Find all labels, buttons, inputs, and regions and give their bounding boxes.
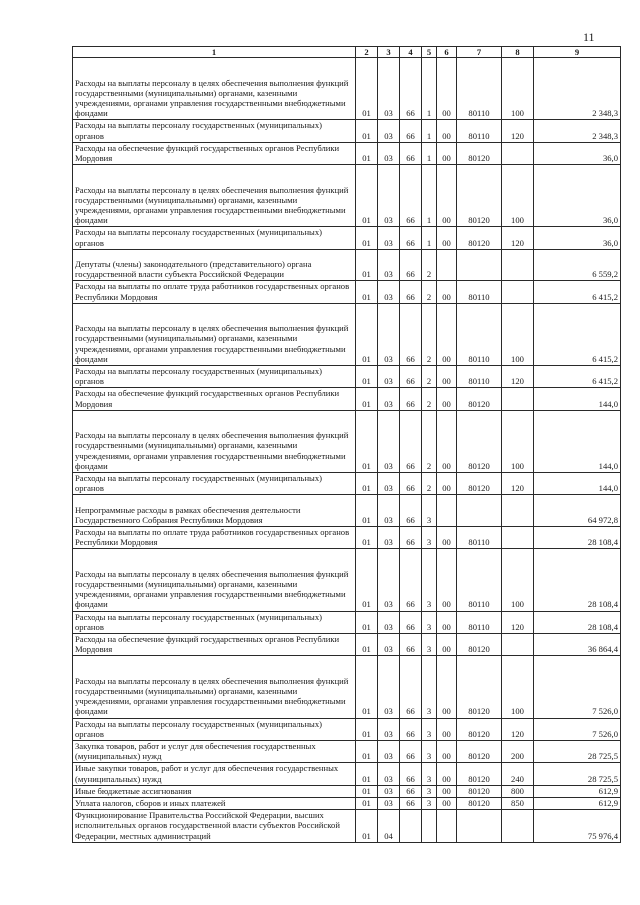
row-code-c4: 66 xyxy=(400,798,422,810)
header-row xyxy=(73,47,621,58)
row-code-c5: 3 xyxy=(422,718,437,740)
row-code-c7: 80120 xyxy=(457,633,502,655)
row-code-c3: 03 xyxy=(378,303,400,365)
row-name: Расходы на обеспечение функций государственных органов Республики Мордовия xyxy=(73,142,356,164)
table-row xyxy=(73,142,621,164)
row-amount: 28 108,4 xyxy=(534,611,621,633)
row-code-c4: 66 xyxy=(400,165,422,227)
row-code-c8: 120 xyxy=(502,120,534,142)
table-row xyxy=(73,611,621,633)
row-code-c8: 100 xyxy=(502,58,534,120)
row-code-c7 xyxy=(457,495,502,527)
row-name: Расходы на выплаты персоналу в целях обеспечения выполнения функций государственными (муниципальными) органами, казенными учреждениями, органами управления государственными внебюджетными фондами xyxy=(73,165,356,227)
row-code-c3: 03 xyxy=(378,495,400,527)
row-code-c2: 01 xyxy=(356,58,378,120)
row-name: Иные бюджетные ассигнования xyxy=(73,785,356,797)
row-code-c7: 80120 xyxy=(457,388,502,410)
row-amount: 144,0 xyxy=(534,388,621,410)
row-amount: 28 725,5 xyxy=(534,763,621,785)
row-code-c6: 00 xyxy=(437,120,457,142)
row-code-c6: 00 xyxy=(437,718,457,740)
row-code-c5: 3 xyxy=(422,549,437,611)
row-amount: 36,0 xyxy=(534,227,621,249)
row-code-c3: 04 xyxy=(378,810,400,843)
row-amount: 28 108,4 xyxy=(534,549,621,611)
table-row xyxy=(73,785,621,797)
row-code-c6: 00 xyxy=(437,410,457,472)
row-code-c8 xyxy=(502,495,534,527)
row-code-c2: 01 xyxy=(356,798,378,810)
row-code-c8 xyxy=(502,281,534,303)
row-code-c8: 200 xyxy=(502,740,534,762)
row-code-c2: 01 xyxy=(356,810,378,843)
page-number: 11 xyxy=(583,30,595,44)
row-code-c2: 01 xyxy=(356,718,378,740)
row-code-c3: 03 xyxy=(378,611,400,633)
row-code-c5: 3 xyxy=(422,740,437,762)
row-code-c2: 01 xyxy=(356,785,378,797)
row-amount: 144,0 xyxy=(534,410,621,472)
row-code-c2: 01 xyxy=(356,740,378,762)
row-name: Расходы на выплаты по оплате труда работников государственных органов Республики Мордовия xyxy=(73,526,356,548)
row-code-c2: 01 xyxy=(356,410,378,472)
row-code-c5: 1 xyxy=(422,165,437,227)
row-code-c3: 03 xyxy=(378,227,400,249)
row-code-c7: 80110 xyxy=(457,120,502,142)
column-header-3: 3 xyxy=(378,47,400,58)
row-code-c3: 03 xyxy=(378,120,400,142)
row-code-c6: 00 xyxy=(437,611,457,633)
table-row xyxy=(73,763,621,785)
row-code-c6: 00 xyxy=(437,388,457,410)
row-code-c4: 66 xyxy=(400,495,422,527)
row-code-c5: 1 xyxy=(422,227,437,249)
row-code-c2: 01 xyxy=(356,303,378,365)
row-code-c6: 00 xyxy=(437,303,457,365)
row-code-c7: 80120 xyxy=(457,227,502,249)
row-code-c5: 2 xyxy=(422,281,437,303)
row-name: Непрограммные расходы в рамках обеспечения деятельности Государственного Собрания Республики Мордовия xyxy=(73,495,356,527)
row-name: Расходы на выплаты персоналу государственных (муниципальных) органов xyxy=(73,227,356,249)
row-code-c6: 00 xyxy=(437,798,457,810)
row-code-c8 xyxy=(502,810,534,843)
row-code-c8 xyxy=(502,249,534,281)
row-code-c2: 01 xyxy=(356,249,378,281)
row-code-c5: 2 xyxy=(422,410,437,472)
row-amount: 6 415,2 xyxy=(534,365,621,387)
row-code-c6: 00 xyxy=(437,763,457,785)
row-code-c8: 120 xyxy=(502,718,534,740)
row-code-c5: 1 xyxy=(422,120,437,142)
row-code-c7: 80120 xyxy=(457,798,502,810)
row-code-c2: 01 xyxy=(356,120,378,142)
row-code-c3: 03 xyxy=(378,740,400,762)
row-code-c3: 03 xyxy=(378,58,400,120)
row-code-c4: 66 xyxy=(400,388,422,410)
row-code-c2: 01 xyxy=(356,165,378,227)
row-code-c4 xyxy=(400,810,422,843)
row-code-c7: 80120 xyxy=(457,740,502,762)
table-row xyxy=(73,740,621,762)
row-code-c2: 01 xyxy=(356,495,378,527)
row-code-c8: 120 xyxy=(502,365,534,387)
column-header-8: 8 xyxy=(502,47,534,58)
row-code-c6: 00 xyxy=(437,227,457,249)
row-name: Расходы на выплаты персоналу государственных (муниципальных) органов xyxy=(73,365,356,387)
row-code-c5: 1 xyxy=(422,58,437,120)
row-code-c4: 66 xyxy=(400,656,422,718)
row-code-c3: 03 xyxy=(378,249,400,281)
row-code-c5: 3 xyxy=(422,763,437,785)
row-code-c7: 80120 xyxy=(457,472,502,494)
row-code-c4: 66 xyxy=(400,365,422,387)
row-code-c8: 800 xyxy=(502,785,534,797)
row-code-c2: 01 xyxy=(356,142,378,164)
row-amount: 6 415,2 xyxy=(534,281,621,303)
row-code-c8: 850 xyxy=(502,798,534,810)
table-row xyxy=(73,120,621,142)
row-name: Расходы на выплаты персоналу государственных (муниципальных) органов xyxy=(73,611,356,633)
row-code-c8 xyxy=(502,526,534,548)
row-code-c5: 2 xyxy=(422,365,437,387)
row-code-c7: 80110 xyxy=(457,365,502,387)
table-row xyxy=(73,227,621,249)
table-row xyxy=(73,281,621,303)
column-header-7: 7 xyxy=(457,47,502,58)
row-code-c3: 03 xyxy=(378,763,400,785)
row-code-c5: 3 xyxy=(422,798,437,810)
row-amount: 36 864,4 xyxy=(534,633,621,655)
row-code-c3: 03 xyxy=(378,526,400,548)
table-header xyxy=(73,47,621,58)
row-code-c8: 120 xyxy=(502,611,534,633)
row-code-c8: 120 xyxy=(502,227,534,249)
table-row xyxy=(73,798,621,810)
row-amount: 64 972,8 xyxy=(534,495,621,527)
row-code-c4: 66 xyxy=(400,763,422,785)
row-code-c5: 1 xyxy=(422,142,437,164)
table-row xyxy=(73,388,621,410)
row-code-c7: 80120 xyxy=(457,165,502,227)
row-amount: 6 415,2 xyxy=(534,303,621,365)
column-header-4: 4 xyxy=(400,47,422,58)
row-name: Расходы на выплаты персоналу в целях обеспечения выполнения функций государственными (муниципальными) органами, казенными учреждениями, органами управления государственными внебюджетными фондами xyxy=(73,549,356,611)
row-code-c7: 80120 xyxy=(457,763,502,785)
row-code-c6: 00 xyxy=(437,526,457,548)
row-code-c6: 00 xyxy=(437,142,457,164)
row-code-c8: 120 xyxy=(502,472,534,494)
row-code-c7: 80110 xyxy=(457,611,502,633)
row-amount: 75 976,4 xyxy=(534,810,621,843)
row-code-c6 xyxy=(437,810,457,843)
row-code-c7: 80110 xyxy=(457,549,502,611)
row-name: Функционирование Правительства Российской Федерации, высших исполнительных органов государственной власти субъектов Российской Федерации, местных администраций xyxy=(73,810,356,843)
row-code-c7 xyxy=(457,249,502,281)
row-code-c4: 66 xyxy=(400,611,422,633)
row-code-c2: 01 xyxy=(356,388,378,410)
row-code-c4: 66 xyxy=(400,633,422,655)
row-code-c4: 66 xyxy=(400,142,422,164)
row-code-c5: 2 xyxy=(422,472,437,494)
table-row xyxy=(73,810,621,843)
row-code-c8: 100 xyxy=(502,410,534,472)
row-code-c2: 01 xyxy=(356,549,378,611)
column-header-2: 2 xyxy=(356,47,378,58)
row-code-c4: 66 xyxy=(400,740,422,762)
row-amount: 7 526,0 xyxy=(534,656,621,718)
row-code-c2: 01 xyxy=(356,227,378,249)
table-row xyxy=(73,656,621,718)
row-code-c7: 80110 xyxy=(457,281,502,303)
row-code-c7: 80120 xyxy=(457,718,502,740)
row-code-c2: 01 xyxy=(356,611,378,633)
row-code-c8: 240 xyxy=(502,763,534,785)
row-code-c4: 66 xyxy=(400,718,422,740)
row-code-c2: 01 xyxy=(356,281,378,303)
row-code-c3: 03 xyxy=(378,281,400,303)
row-name: Расходы на выплаты персоналу государственных (муниципальных) органов xyxy=(73,472,356,494)
row-name: Закупка товаров, работ и услуг для обеспечения государственных (муниципальных) нужд xyxy=(73,740,356,762)
row-code-c6: 00 xyxy=(437,633,457,655)
row-code-c3: 03 xyxy=(378,472,400,494)
row-code-c2: 01 xyxy=(356,633,378,655)
row-code-c8 xyxy=(502,633,534,655)
row-code-c2: 01 xyxy=(356,763,378,785)
budget-table xyxy=(72,46,621,843)
table-row xyxy=(73,303,621,365)
row-code-c5: 2 xyxy=(422,388,437,410)
row-code-c5: 3 xyxy=(422,526,437,548)
row-amount: 7 526,0 xyxy=(534,718,621,740)
row-name: Расходы на выплаты по оплате труда работников государственных органов Республики Мордовия xyxy=(73,281,356,303)
table-row xyxy=(73,633,621,655)
row-code-c4: 66 xyxy=(400,472,422,494)
row-code-c6: 00 xyxy=(437,472,457,494)
row-code-c6 xyxy=(437,495,457,527)
column-header-9: 9 xyxy=(534,47,621,58)
row-code-c4: 66 xyxy=(400,526,422,548)
row-code-c3: 03 xyxy=(378,410,400,472)
row-code-c6 xyxy=(437,249,457,281)
table-row xyxy=(73,718,621,740)
row-code-c6: 00 xyxy=(437,785,457,797)
row-amount: 2 348,3 xyxy=(534,58,621,120)
row-amount: 144,0 xyxy=(534,472,621,494)
row-code-c7: 80110 xyxy=(457,303,502,365)
row-amount: 36,0 xyxy=(534,165,621,227)
table-row xyxy=(73,365,621,387)
row-code-c7: 80110 xyxy=(457,58,502,120)
row-code-c5: 3 xyxy=(422,785,437,797)
row-amount: 28 108,4 xyxy=(534,526,621,548)
row-code-c5: 3 xyxy=(422,495,437,527)
row-code-c6: 00 xyxy=(437,740,457,762)
row-name: Расходы на выплаты персоналу в целях обеспечения выполнения функций государственными (муниципальными) органами, казенными учреждениями, органами управления государственными внебюджетными фондами xyxy=(73,303,356,365)
row-code-c4: 66 xyxy=(400,785,422,797)
row-code-c6: 00 xyxy=(437,365,457,387)
row-code-c5 xyxy=(422,810,437,843)
row-code-c3: 03 xyxy=(378,656,400,718)
row-code-c6: 00 xyxy=(437,281,457,303)
row-name: Расходы на выплаты персоналу в целях обеспечения выполнения функций государственными (муниципальными) органами, казенными учреждениями, органами управления государственными внебюджетными фондами xyxy=(73,410,356,472)
row-code-c3: 03 xyxy=(378,798,400,810)
table-row xyxy=(73,165,621,227)
table-row xyxy=(73,58,621,120)
row-code-c5: 3 xyxy=(422,656,437,718)
table-row xyxy=(73,526,621,548)
row-amount: 612,9 xyxy=(534,798,621,810)
row-name: Расходы на выплаты персоналу в целях обеспечения выполнения функций государственными (муниципальными) органами, казенными учреждениями, органами управления государственными внебюджетными фондами xyxy=(73,58,356,120)
row-amount: 612,9 xyxy=(534,785,621,797)
row-name: Расходы на обеспечение функций государственных органов Республики Мордовия xyxy=(73,388,356,410)
row-code-c4: 66 xyxy=(400,120,422,142)
row-code-c8: 100 xyxy=(502,656,534,718)
table-row xyxy=(73,410,621,472)
row-code-c3: 03 xyxy=(378,142,400,164)
row-name: Расходы на обеспечение функций государственных органов Республики Мордовия xyxy=(73,633,356,655)
row-code-c8 xyxy=(502,142,534,164)
row-code-c7: 80120 xyxy=(457,785,502,797)
row-code-c4: 66 xyxy=(400,227,422,249)
row-code-c6: 00 xyxy=(437,165,457,227)
table-row xyxy=(73,549,621,611)
row-code-c5: 2 xyxy=(422,303,437,365)
table-row xyxy=(73,249,621,281)
row-code-c4: 66 xyxy=(400,303,422,365)
row-amount: 28 725,5 xyxy=(534,740,621,762)
row-code-c5: 3 xyxy=(422,633,437,655)
table-row xyxy=(73,472,621,494)
row-code-c4: 66 xyxy=(400,281,422,303)
row-code-c7: 80110 xyxy=(457,526,502,548)
row-code-c7: 80120 xyxy=(457,410,502,472)
row-code-c6: 00 xyxy=(437,549,457,611)
row-amount: 6 559,2 xyxy=(534,249,621,281)
row-name: Расходы на выплаты персоналу в целях обеспечения выполнения функций государственными (муниципальными) органами, казенными учреждениями, органами управления государственными внебюджетными фондами xyxy=(73,656,356,718)
row-code-c2: 01 xyxy=(356,526,378,548)
row-code-c4: 66 xyxy=(400,549,422,611)
row-code-c8: 100 xyxy=(502,303,534,365)
row-code-c5: 2 xyxy=(422,249,437,281)
row-code-c7 xyxy=(457,810,502,843)
row-code-c8: 100 xyxy=(502,165,534,227)
row-code-c3: 03 xyxy=(378,785,400,797)
row-name: Иные закупки товаров, работ и услуг для обеспечения государственных (муниципальных) нужд xyxy=(73,763,356,785)
row-code-c4: 66 xyxy=(400,58,422,120)
row-code-c2: 01 xyxy=(356,656,378,718)
row-name: Расходы на выплаты персоналу государственных (муниципальных) органов xyxy=(73,120,356,142)
row-name: Уплата налогов, сборов и иных платежей xyxy=(73,798,356,810)
row-code-c6: 00 xyxy=(437,656,457,718)
row-code-c3: 03 xyxy=(378,633,400,655)
row-code-c4: 66 xyxy=(400,249,422,281)
row-code-c2: 01 xyxy=(356,365,378,387)
row-name: Депутаты (члены) законодательного (представительного) органа государственной власти субъекта Российской Федерации xyxy=(73,249,356,281)
row-code-c3: 03 xyxy=(378,718,400,740)
row-code-c8: 100 xyxy=(502,549,534,611)
row-code-c3: 03 xyxy=(378,388,400,410)
column-header-5: 5 xyxy=(422,47,437,58)
row-code-c7: 80120 xyxy=(457,142,502,164)
row-amount: 36,0 xyxy=(534,142,621,164)
row-code-c3: 03 xyxy=(378,165,400,227)
column-header-1: 1 xyxy=(73,47,356,58)
column-header-6: 6 xyxy=(437,47,457,58)
row-code-c4: 66 xyxy=(400,410,422,472)
table-body xyxy=(73,58,621,843)
row-code-c2: 01 xyxy=(356,472,378,494)
row-code-c3: 03 xyxy=(378,549,400,611)
row-amount: 2 348,3 xyxy=(534,120,621,142)
row-code-c3: 03 xyxy=(378,365,400,387)
row-name: Расходы на выплаты персоналу государственных (муниципальных) органов xyxy=(73,718,356,740)
row-code-c8 xyxy=(502,388,534,410)
row-code-c7: 80120 xyxy=(457,656,502,718)
row-code-c5: 3 xyxy=(422,611,437,633)
row-code-c6: 00 xyxy=(437,58,457,120)
table-row xyxy=(73,495,621,527)
